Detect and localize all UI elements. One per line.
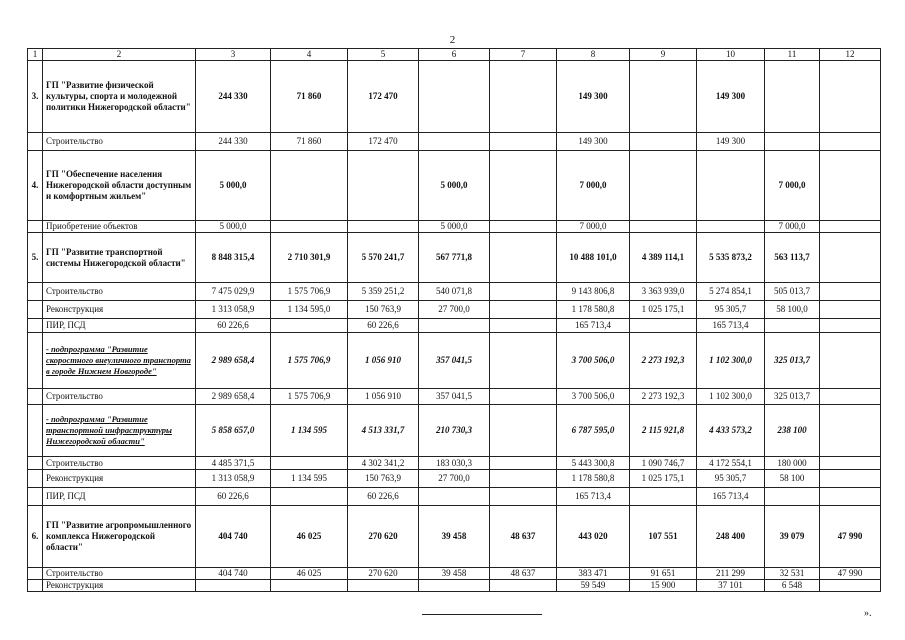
value-cell <box>419 319 490 333</box>
row-name: Приобретение объектов <box>43 221 196 233</box>
value-cell: 58 100 <box>765 470 820 488</box>
row-number: 5. <box>28 233 43 283</box>
value-cell: 1 025 175,1 <box>630 470 697 488</box>
detail-row <box>28 580 881 592</box>
value-cell <box>271 319 348 333</box>
column-header: 10 <box>697 49 765 61</box>
value-cell: 7 000,0 <box>557 151 630 221</box>
value-cell <box>490 389 557 405</box>
value-cell: 7 000,0 <box>765 151 820 221</box>
value-cell: 4 433 573,2 <box>697 405 765 457</box>
value-cell: 563 113,7 <box>765 233 820 283</box>
value-cell: 1 025 175,1 <box>630 301 697 319</box>
value-cell: 1 056 910 <box>348 333 419 389</box>
value-cell <box>630 488 697 506</box>
value-cell: 149 300 <box>557 61 630 133</box>
row-number: 4. <box>28 151 43 221</box>
value-cell: 1 575 706,9 <box>271 389 348 405</box>
value-cell: 47 990 <box>820 568 881 580</box>
value-cell: 383 471 <box>557 568 630 580</box>
value-cell: 270 620 <box>348 568 419 580</box>
value-cell: 404 740 <box>196 506 271 568</box>
budget-table <box>27 48 881 592</box>
value-cell <box>490 319 557 333</box>
value-cell <box>271 221 348 233</box>
row-name: Реконструкция <box>43 301 196 319</box>
value-cell: 248 400 <box>697 506 765 568</box>
value-cell <box>820 580 881 592</box>
row-number: 3. <box>28 61 43 133</box>
program-row <box>28 61 881 133</box>
row-name: ПИР, ПСД <box>43 488 196 506</box>
value-cell <box>348 151 419 221</box>
value-cell: 5 274 854,1 <box>697 283 765 301</box>
value-cell: 91 651 <box>630 568 697 580</box>
detail-row <box>28 457 881 470</box>
value-cell: 1 056 910 <box>348 389 419 405</box>
value-cell: 270 620 <box>348 506 419 568</box>
detail-row <box>28 301 881 319</box>
value-cell: 107 551 <box>630 506 697 568</box>
value-cell <box>820 333 881 389</box>
value-cell <box>490 301 557 319</box>
value-cell: 210 730,3 <box>419 405 490 457</box>
value-cell: 10 488 101,0 <box>557 233 630 283</box>
closing-quote-mark: ». <box>864 608 872 619</box>
value-cell <box>490 457 557 470</box>
value-cell <box>765 61 820 133</box>
value-cell: 325 013,7 <box>765 389 820 405</box>
value-cell: 15 900 <box>630 580 697 592</box>
row-number <box>28 488 43 506</box>
value-cell: 5 000,0 <box>196 221 271 233</box>
value-cell: 404 740 <box>196 568 271 580</box>
value-cell <box>271 457 348 470</box>
row-number <box>28 389 43 405</box>
detail-row <box>28 470 881 488</box>
row-name: Строительство <box>43 568 196 580</box>
row-number <box>28 470 43 488</box>
detail-row <box>28 488 881 506</box>
value-cell: 6 787 595,0 <box>557 405 630 457</box>
value-cell: 165 713,4 <box>557 488 630 506</box>
value-cell <box>490 283 557 301</box>
value-cell <box>820 61 881 133</box>
value-cell: 5 000,0 <box>196 151 271 221</box>
value-cell: 2 989 658,4 <box>196 389 271 405</box>
page-number: 2 <box>449 34 456 46</box>
value-cell: 357 041,5 <box>419 389 490 405</box>
value-cell <box>490 488 557 506</box>
value-cell <box>697 151 765 221</box>
value-cell <box>419 61 490 133</box>
row-name: ГП "Обеспечение населения Нижегородской области доступным и комфортным жильем" <box>43 151 196 221</box>
row-name: Строительство <box>43 133 196 151</box>
value-cell: 5 000,0 <box>419 221 490 233</box>
value-cell <box>820 405 881 457</box>
column-header: 4 <box>271 49 348 61</box>
value-cell: 58 100,0 <box>765 301 820 319</box>
value-cell <box>820 151 881 221</box>
value-cell: 7 000,0 <box>765 221 820 233</box>
value-cell: 27 700,0 <box>419 470 490 488</box>
value-cell: 238 100 <box>765 405 820 457</box>
column-header: 1 <box>28 49 43 61</box>
detail-row <box>28 389 881 405</box>
value-cell: 5 000,0 <box>419 151 490 221</box>
value-cell: 1 313 058,9 <box>196 301 271 319</box>
detail-row <box>28 283 881 301</box>
row-name: ГП "Развитие транспортной системы Нижегородской области" <box>43 233 196 283</box>
value-cell: 1 575 706,9 <box>271 333 348 389</box>
value-cell <box>490 133 557 151</box>
value-cell: 1 134 595 <box>271 405 348 457</box>
value-cell: 39 079 <box>765 506 820 568</box>
value-cell: 1 178 580,8 <box>557 470 630 488</box>
value-cell <box>820 457 881 470</box>
value-cell: 7 475 029,9 <box>196 283 271 301</box>
column-header: 8 <box>557 49 630 61</box>
program-row <box>28 233 881 283</box>
row-number <box>28 133 43 151</box>
column-header: 6 <box>419 49 490 61</box>
detail-row <box>28 319 881 333</box>
program-row <box>28 506 881 568</box>
value-cell: 1 090 746,7 <box>630 457 697 470</box>
value-cell: 4 389 114,1 <box>630 233 697 283</box>
value-cell <box>820 301 881 319</box>
value-cell: 3 700 506,0 <box>557 333 630 389</box>
value-cell <box>630 319 697 333</box>
value-cell: 60 226,6 <box>348 319 419 333</box>
value-cell: 48 637 <box>490 506 557 568</box>
value-cell: 4 302 341,2 <box>348 457 419 470</box>
value-cell <box>630 151 697 221</box>
value-cell <box>630 133 697 151</box>
value-cell: 95 305,7 <box>697 301 765 319</box>
row-number <box>28 221 43 233</box>
row-name: Строительство <box>43 389 196 405</box>
subprogram-row <box>28 333 881 389</box>
value-cell: 2 273 192,3 <box>630 333 697 389</box>
row-name: ГП "Развитие физической культуры, спорта и молодежной политики Нижегородской области" <box>43 61 196 133</box>
value-cell: 47 990 <box>820 506 881 568</box>
value-cell: 2 273 192,3 <box>630 389 697 405</box>
value-cell <box>820 389 881 405</box>
value-cell: 46 025 <box>271 506 348 568</box>
column-header: 9 <box>630 49 697 61</box>
value-cell: 59 549 <box>557 580 630 592</box>
value-cell <box>820 488 881 506</box>
value-cell: 172 470 <box>348 61 419 133</box>
value-cell: 37 101 <box>697 580 765 592</box>
value-cell <box>490 405 557 457</box>
value-cell: 325 013,7 <box>765 333 820 389</box>
value-cell: 1 102 300,0 <box>697 333 765 389</box>
value-cell: 9 143 806,8 <box>557 283 630 301</box>
value-cell: 48 637 <box>490 568 557 580</box>
value-cell <box>490 580 557 592</box>
value-cell <box>765 319 820 333</box>
value-cell <box>490 221 557 233</box>
value-cell: 46 025 <box>271 568 348 580</box>
value-cell: 1 102 300,0 <box>697 389 765 405</box>
footer-rule <box>422 614 542 615</box>
value-cell <box>419 488 490 506</box>
value-cell: 3 363 939,0 <box>630 283 697 301</box>
value-cell <box>697 221 765 233</box>
column-header: 7 <box>490 49 557 61</box>
value-cell <box>820 283 881 301</box>
value-cell: 2 115 921,8 <box>630 405 697 457</box>
value-cell <box>630 221 697 233</box>
row-name: - подпрограмма "Развитие скоростного внеуличного транспорта в городе Нижнем Новгороде" <box>43 333 196 389</box>
value-cell <box>490 151 557 221</box>
value-cell <box>820 470 881 488</box>
value-cell: 1 575 706,9 <box>271 283 348 301</box>
value-cell: 180 000 <box>765 457 820 470</box>
value-cell: 1 313 058,9 <box>196 470 271 488</box>
value-cell <box>271 488 348 506</box>
row-name: Строительство <box>43 457 196 470</box>
value-cell <box>630 61 697 133</box>
value-cell: 4 172 554,1 <box>697 457 765 470</box>
value-cell: 505 013,7 <box>765 283 820 301</box>
row-number <box>28 457 43 470</box>
value-cell: 7 000,0 <box>557 221 630 233</box>
program-row <box>28 151 881 221</box>
value-cell: 60 226,6 <box>196 319 271 333</box>
column-number-row <box>28 49 881 61</box>
subprogram-row <box>28 405 881 457</box>
detail-row <box>28 568 881 580</box>
value-cell: 1 134 595 <box>271 470 348 488</box>
value-cell <box>490 470 557 488</box>
value-cell <box>765 488 820 506</box>
row-name: - подпрограмма "Развитие транспортной инфраструктуры Нижегородской области" <box>43 405 196 457</box>
value-cell: 244 330 <box>196 61 271 133</box>
value-cell: 8 848 315,4 <box>196 233 271 283</box>
value-cell <box>490 61 557 133</box>
value-cell: 149 300 <box>697 61 765 133</box>
value-cell <box>820 233 881 283</box>
value-cell: 172 470 <box>348 133 419 151</box>
value-cell: 60 226,6 <box>348 488 419 506</box>
value-cell: 5 570 241,7 <box>348 233 419 283</box>
value-cell: 1 134 595,0 <box>271 301 348 319</box>
value-cell: 244 330 <box>196 133 271 151</box>
row-number: 6. <box>28 506 43 568</box>
row-name: ПИР, ПСД <box>43 319 196 333</box>
column-header: 11 <box>765 49 820 61</box>
value-cell: 165 713,4 <box>697 488 765 506</box>
column-header: 5 <box>348 49 419 61</box>
value-cell: 165 713,4 <box>557 319 630 333</box>
value-cell <box>820 319 881 333</box>
value-cell <box>348 580 419 592</box>
value-cell: 2 710 301,9 <box>271 233 348 283</box>
column-header: 2 <box>43 49 196 61</box>
value-cell <box>196 580 271 592</box>
value-cell: 32 531 <box>765 568 820 580</box>
value-cell <box>765 133 820 151</box>
value-cell: 60 226,6 <box>196 488 271 506</box>
value-cell: 4 485 371,5 <box>196 457 271 470</box>
detail-row <box>28 221 881 233</box>
row-name: Строительство <box>43 283 196 301</box>
value-cell: 2 989 658,4 <box>196 333 271 389</box>
value-cell: 150 763,9 <box>348 301 419 319</box>
value-cell: 5 535 873,2 <box>697 233 765 283</box>
value-cell: 71 860 <box>271 61 348 133</box>
value-cell: 149 300 <box>697 133 765 151</box>
value-cell: 95 305,7 <box>697 470 765 488</box>
value-cell: 540 071,8 <box>419 283 490 301</box>
value-cell: 3 700 506,0 <box>557 389 630 405</box>
row-name: Реконструкция <box>43 580 196 592</box>
value-cell <box>490 333 557 389</box>
row-number <box>28 301 43 319</box>
value-cell: 5 858 657,0 <box>196 405 271 457</box>
value-cell <box>820 133 881 151</box>
value-cell: 71 860 <box>271 133 348 151</box>
value-cell: 149 300 <box>557 133 630 151</box>
detail-row <box>28 133 881 151</box>
value-cell: 1 178 580,8 <box>557 301 630 319</box>
row-number <box>28 319 43 333</box>
row-number <box>28 580 43 592</box>
value-cell: 567 771,8 <box>419 233 490 283</box>
value-cell <box>820 221 881 233</box>
value-cell: 211 299 <box>697 568 765 580</box>
value-cell: 5 443 300,8 <box>557 457 630 470</box>
value-cell: 39 458 <box>419 506 490 568</box>
row-name: Реконструкция <box>43 470 196 488</box>
value-cell <box>419 580 490 592</box>
value-cell: 4 513 331,7 <box>348 405 419 457</box>
row-name: ГП "Развитие агропромышленного комплекса Нижегородской области" <box>43 506 196 568</box>
value-cell: 39 458 <box>419 568 490 580</box>
value-cell: 27 700,0 <box>419 301 490 319</box>
column-header: 3 <box>196 49 271 61</box>
row-number <box>28 568 43 580</box>
column-header: 12 <box>820 49 881 61</box>
value-cell <box>271 580 348 592</box>
value-cell: 165 713,4 <box>697 319 765 333</box>
value-cell: 443 020 <box>557 506 630 568</box>
value-cell <box>271 151 348 221</box>
value-cell <box>348 221 419 233</box>
value-cell: 357 041,5 <box>419 333 490 389</box>
value-cell <box>490 233 557 283</box>
row-number <box>28 405 43 457</box>
row-number <box>28 283 43 301</box>
value-cell: 6 548 <box>765 580 820 592</box>
value-cell: 5 359 251,2 <box>348 283 419 301</box>
value-cell: 150 763,9 <box>348 470 419 488</box>
value-cell <box>419 133 490 151</box>
row-number <box>28 333 43 389</box>
value-cell: 183 030,3 <box>419 457 490 470</box>
